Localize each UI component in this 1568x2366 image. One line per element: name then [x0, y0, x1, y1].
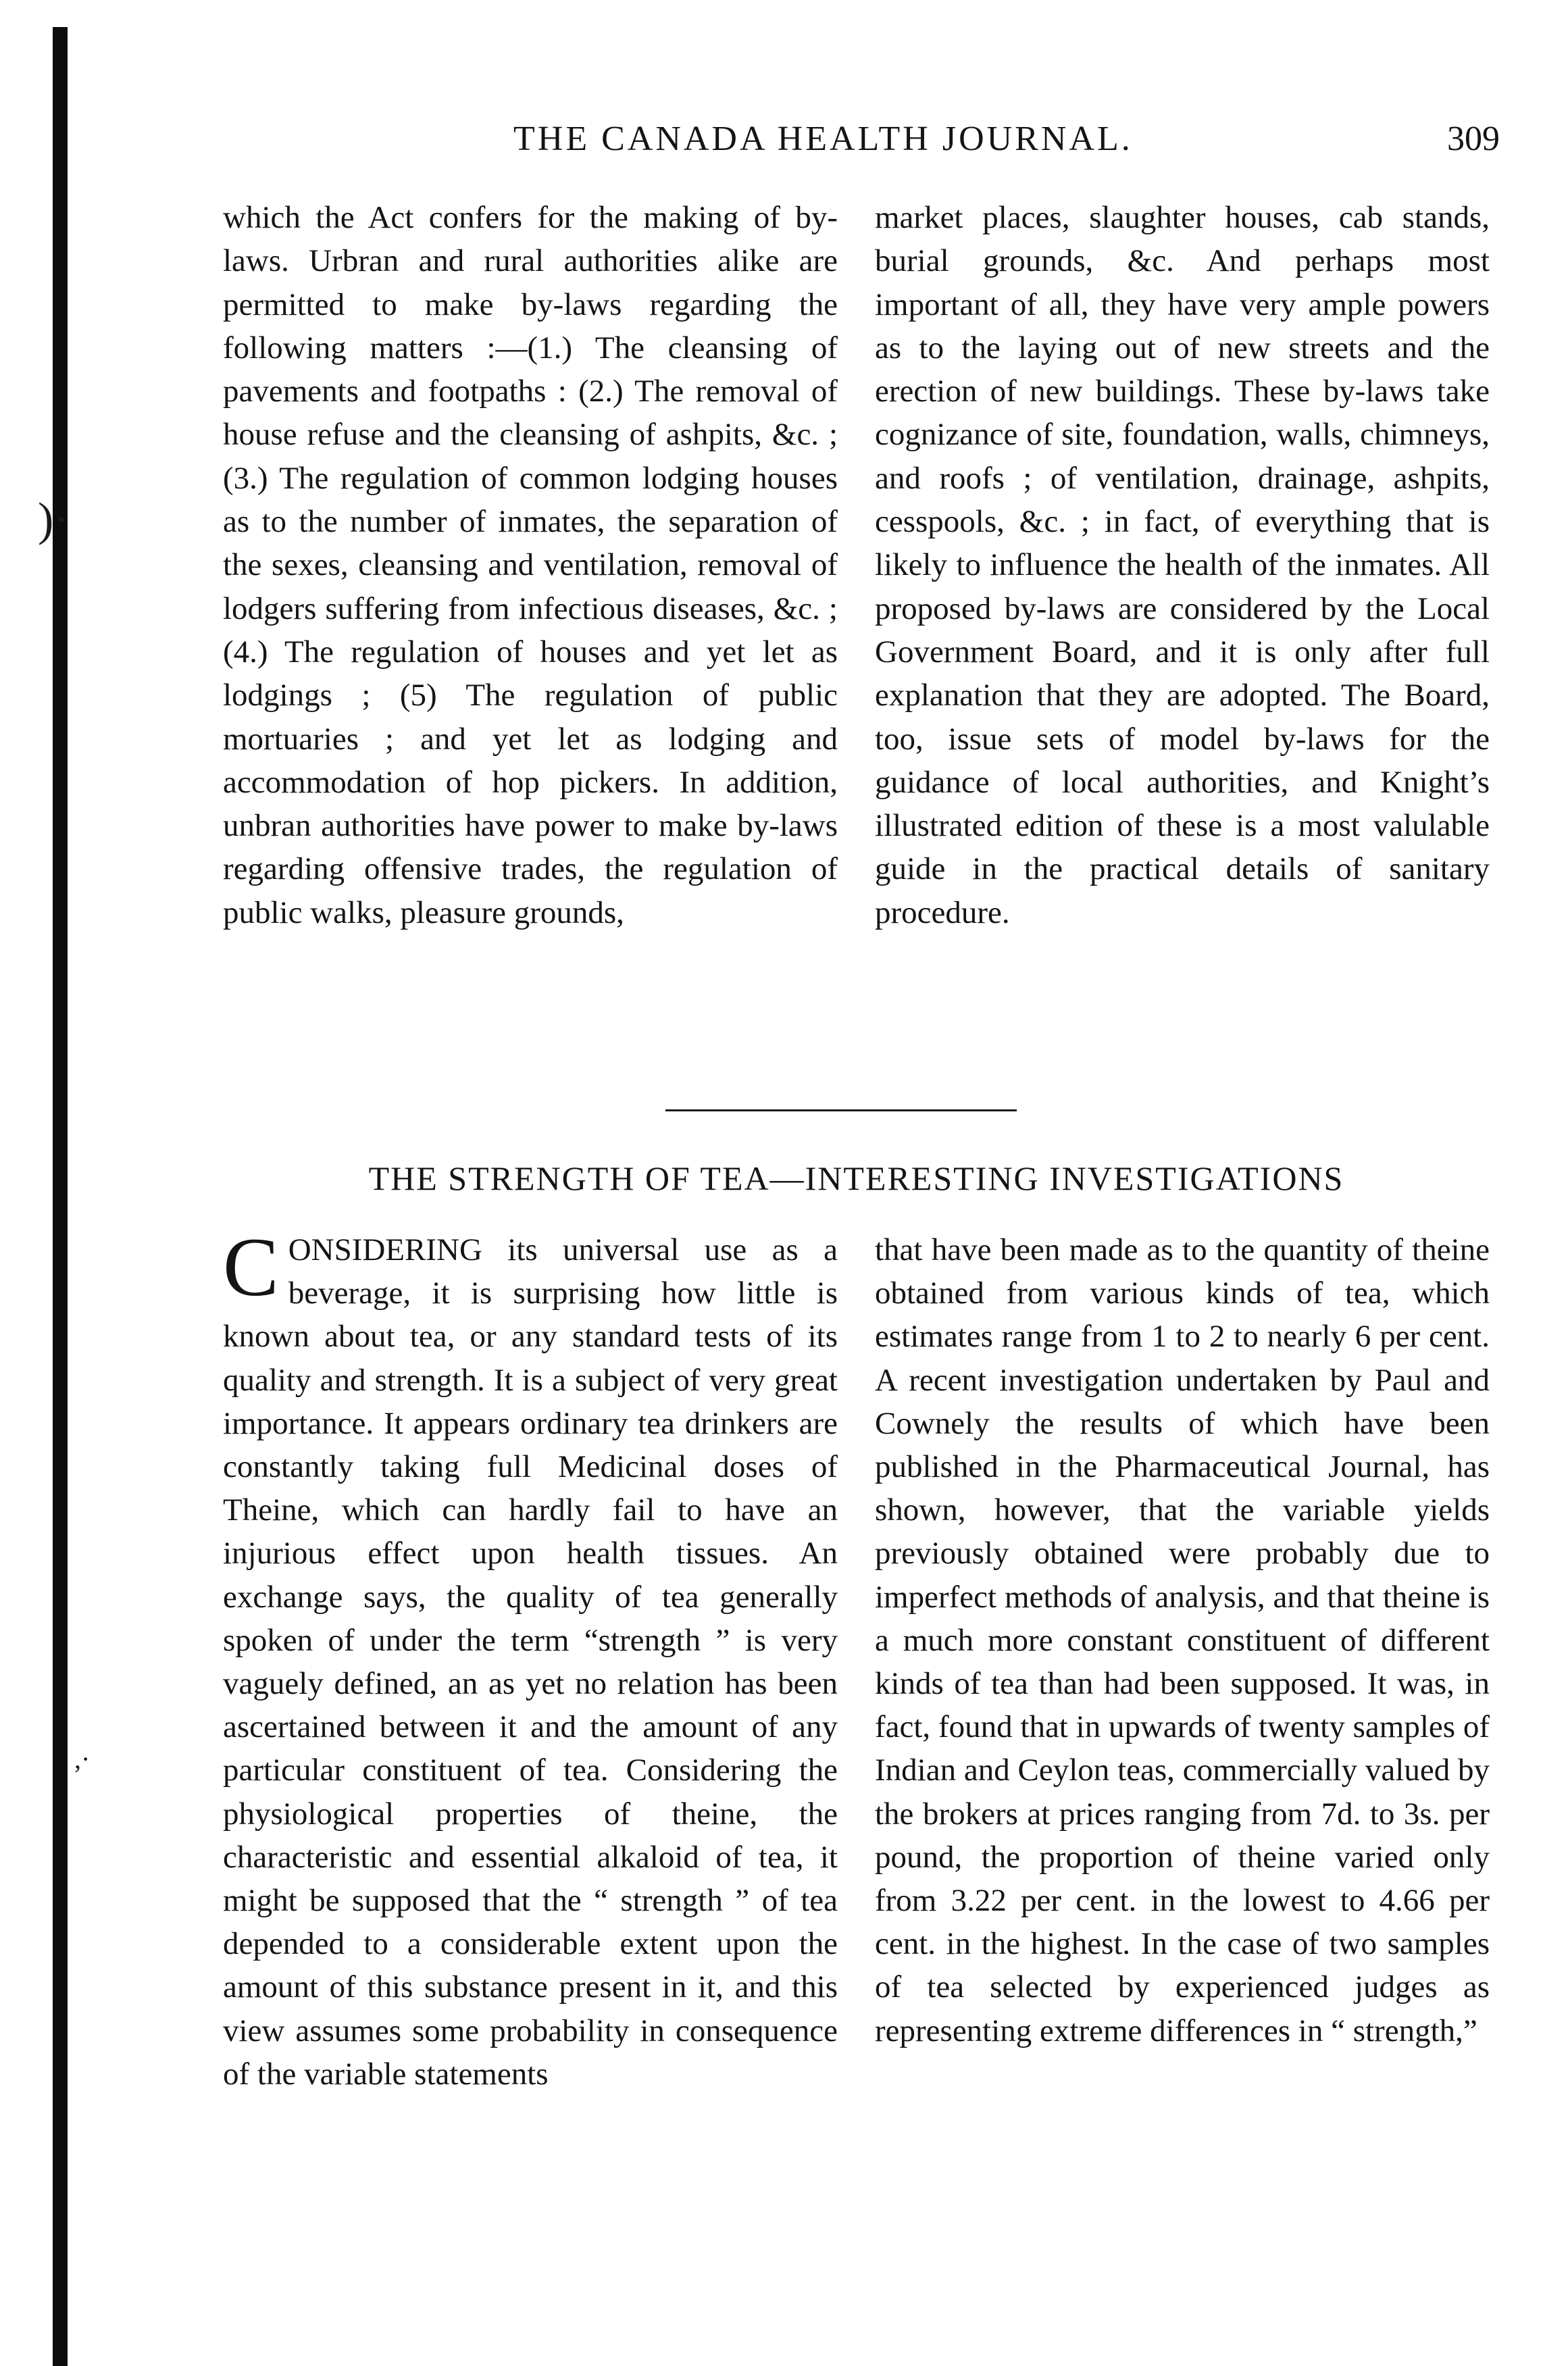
top-column-left: [223, 196, 838, 934]
article-title: THE STRENGTH OF TEA—INTERESTING INVESTIGATIONS: [368, 1159, 1344, 1197]
article-column-left: [223, 1221, 838, 2096]
margin-speck-mark: ,·: [74, 1744, 91, 1774]
paragraph: market places, slaughter houses, cab stands, burial grounds, &c. And perhaps most important of all, they have very ample powers as to the laying out of new streets and the erection of new buildings. These by-laws take cognizance of site, foundation, walls, chimneys, and roofs ; of ventilation, drainage, ashpits, cesspools, &c. ; in fact, of everything that is likely to influence the health of the inmates. All proposed by-laws are considered by the Local Government Board, and it is only after full explanation that they are adopted. The Board, too, issue sets of model by-laws for the guidance of local authorities, and Knight’s illustrated edition of these is a most valulable guide in the practical details of sanitary procedure.: [875, 200, 1490, 930]
top-column-right: [875, 196, 1490, 934]
article-column-right: [875, 1228, 1490, 2053]
paragraph: that have been made as to the quantity of theine obtained from various kinds of tea, which estimates range from 1 to 2 to nearly 6 per cent. A recent investigation undertaken by Paul and Cownely the results of which have been published in the Pharmaceutical Journal, has shown, however, that the variable yields previously obtained were probably due to imperfect methods of analysis, and that theine is a much more constant constituent of different kinds of tea than had been supposed. It was, in fact, found that in upwards of twenty samples of Indian and Ceylon teas, commercially valued by the brokers at prices ranging from 7d. to 3s. per pound, the proportion of theine varied only from 3.22 per cent. in the lowest to 4.66 per cent. in the highest. In the case of two samples of tea selected by experienced judges as representing extreme differences in “ strength,”: [875, 1232, 1490, 2048]
scan-binding-edge: [53, 27, 68, 2366]
margin-bracket-mark: )·: [38, 494, 70, 546]
paragraph-text: ONSIDERING its universal use as a beverage, it is surprising how little is known about tea, or any standard tests of its quality and strength. It is a subject of very great importance. It appears ordinary tea drinkers are constantly taking full Medicinal doses of Theine, which can hardly fail to have an injurious effect upon health tissues. An exchange says, the quality of tea generally spoken of under the term “strength ” is very vaguely defined, an as yet no relation has been ascertained between it and the amount of any particular constituent of tea. Considering the physiological properties of theine, the characteristic and essential alkaloid of tea, it might be supposed that the “ strength ” of tea depended to a considerable extent upon the amount of this substance present in it, and this view assumes some probability in consequence of the variable statements: [223, 1232, 838, 2092]
running-title: THE CANADA HEALTH JOURNAL.: [513, 120, 1133, 158]
page-header: [216, 119, 1500, 173]
paragraph: [223, 1221, 838, 2096]
page-number: 309: [1447, 120, 1500, 158]
paragraph: which the Act confers for the making of by-laws. Urbran and rural authorities alike are permitted to make by-laws regarding the following matters :—(1.) The cleansing of pavements and footpaths : (2.) The removal of house refuse and the cleansing of ashpits, &c. ; (3.) The regulation of common lodging houses as to the number of inmates, the separation of the sexes, cleansing and ventilation, removal of lodgers suffering from infectious diseases, &c. ; (4.) The regulation of houses and yet let as lodgings ; (5) The regulation of public mortuaries ; and yet let as lodging and accommodation of hop pickers. In addition, unbran authorities have power to make by-laws regarding offensive trades, the regulation of public walks, pleasure grounds,: [223, 200, 838, 930]
section-divider: [665, 1109, 1017, 1111]
drop-cap: C: [223, 1221, 279, 1313]
